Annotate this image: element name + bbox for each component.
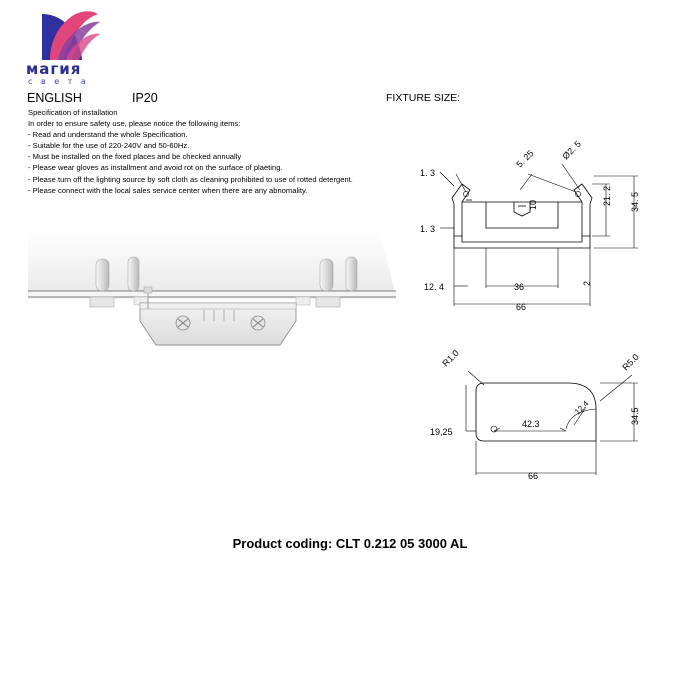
- dim-5-25: 5. 25: [514, 148, 536, 170]
- ip-rating-label: IP20: [132, 91, 158, 105]
- dim-19-25: 19,25: [430, 427, 453, 437]
- brand-subtitle: с в е т а: [28, 77, 89, 86]
- dim-2-5: Ø2. 5: [560, 138, 583, 162]
- dim-42-3: 42.3: [522, 419, 540, 429]
- dim-66-plate: 66: [528, 471, 539, 481]
- wave-logo-icon: [36, 8, 100, 64]
- dim-12-4-plate: 12.4: [573, 399, 591, 417]
- dim-1-3-left: 1. 3: [420, 168, 436, 178]
- dim-10: 10: [528, 199, 538, 210]
- fixture-illustration: [28, 213, 396, 373]
- dim-r10: R1.0: [440, 347, 461, 369]
- spec-item: - Must be installed on the fixed places and be checked annually: [28, 152, 242, 162]
- dim-2: 2: [582, 280, 592, 286]
- dim-34-5: 34. 5: [630, 191, 640, 212]
- dim-66: 66: [516, 302, 527, 312]
- profile-cross-section-drawing: [410, 128, 682, 318]
- spec-item: - Suitable for the use of 220-240V and 50-60Hz.: [28, 141, 190, 151]
- fixture-size-label: FIXTURE SIZE:: [386, 92, 461, 104]
- spec-item: - Read and understand the whole Specification.: [28, 130, 188, 140]
- product-coding: Product coding: CLT 0.212 05 3000 AL: [232, 536, 468, 551]
- spec-title: Specification of installation: [28, 108, 118, 117]
- brand-logo: [26, 8, 176, 88]
- spec-item: - Please connect with the local sales service center when there are any abnomality.: [28, 185, 308, 195]
- spec-intro: In order to ensure safety use, please notice the following items:: [28, 119, 241, 129]
- brand-name: магия: [26, 60, 82, 78]
- specification-block: [28, 107, 408, 196]
- dim-r50: R5.0: [620, 351, 641, 373]
- language-label: ENGLISH: [27, 91, 82, 105]
- mounting-plate-drawing: [410, 345, 682, 500]
- spec-item: - Please turn off the lighting source by soft cloth as cleaning prohibited to use of rotted detergent.: [28, 174, 353, 184]
- dim-36: 36: [514, 282, 525, 292]
- dim-21-2: 21. 2: [602, 185, 612, 206]
- spec-item: - Please wear gloves as installment and avoid rot on the surface of plaeting.: [28, 163, 283, 173]
- dim-34-5-plate: 34.5: [630, 407, 640, 425]
- dim-1-3-mid: 1. 3: [420, 224, 436, 234]
- dim-12-4: 12. 4: [424, 282, 445, 292]
